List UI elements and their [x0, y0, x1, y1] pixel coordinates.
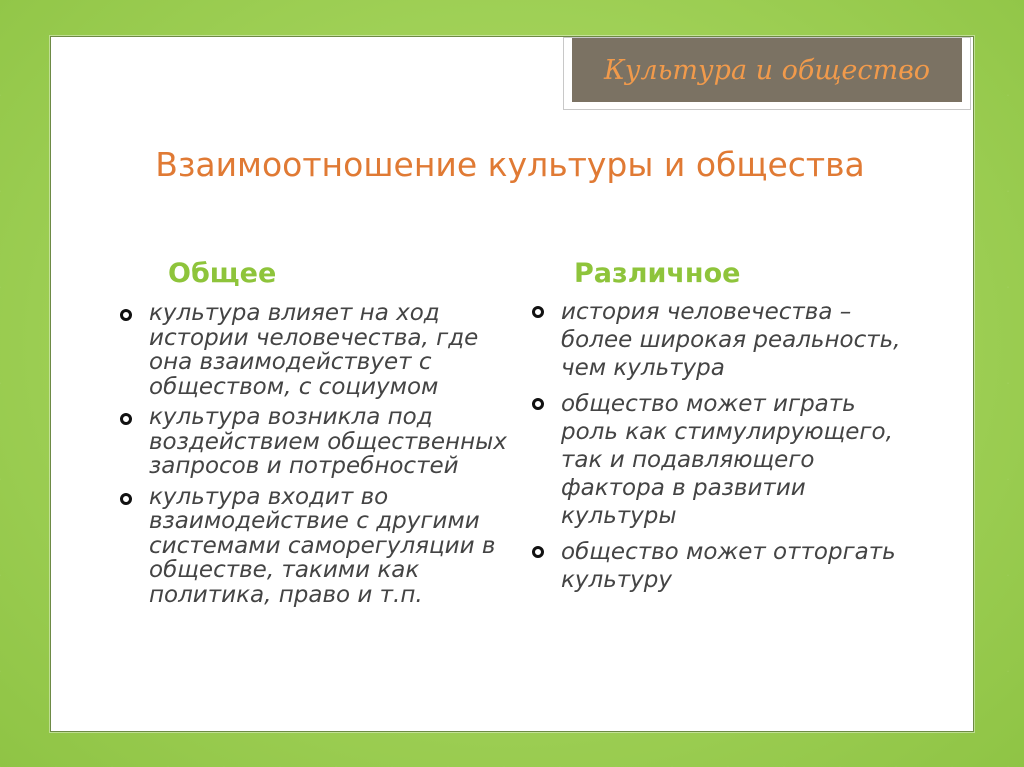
ring-bullet-icon — [532, 306, 544, 318]
list-item-text: культура влияет на ход истории человечества, где она взаимодействует с обществом, с социумом — [149, 300, 479, 400]
ring-bullet-icon — [120, 493, 132, 505]
ring-bullet-icon — [532, 546, 544, 558]
header-tab — [563, 37, 971, 110]
list-item-text: культура возникла под воздействием общественных запросов и потребностей — [149, 404, 507, 479]
list-item — [532, 298, 902, 382]
slide-title: Взаимоотношение культуры и общества — [155, 145, 865, 184]
header-title: Культура и общество — [603, 54, 931, 86]
list-item — [532, 390, 902, 530]
list-item — [120, 485, 520, 608]
list-item-text: общество может отторгать культуру — [561, 539, 896, 593]
column-heading-different: Различное — [574, 258, 741, 289]
list-item-text: история человечества – более широкая реальность, чем культура — [561, 299, 901, 381]
list-item — [120, 301, 520, 399]
common-list — [120, 301, 520, 613]
list-item — [120, 405, 520, 479]
ring-bullet-icon — [532, 398, 544, 410]
ring-bullet-icon — [120, 309, 132, 321]
column-heading-common: Общее — [168, 258, 277, 289]
different-list — [532, 298, 902, 602]
header-banner — [572, 38, 962, 102]
ring-bullet-icon — [120, 413, 132, 425]
list-item-text: общество может играть роль как стимулирующего, так и подавляющего фактора в развитии культуры — [561, 391, 893, 529]
list-item-text: культура входит во взаимодействие с другими системами саморегуляции в обществе, такими как политика, право и т.п. — [149, 483, 496, 608]
list-item — [532, 538, 902, 594]
